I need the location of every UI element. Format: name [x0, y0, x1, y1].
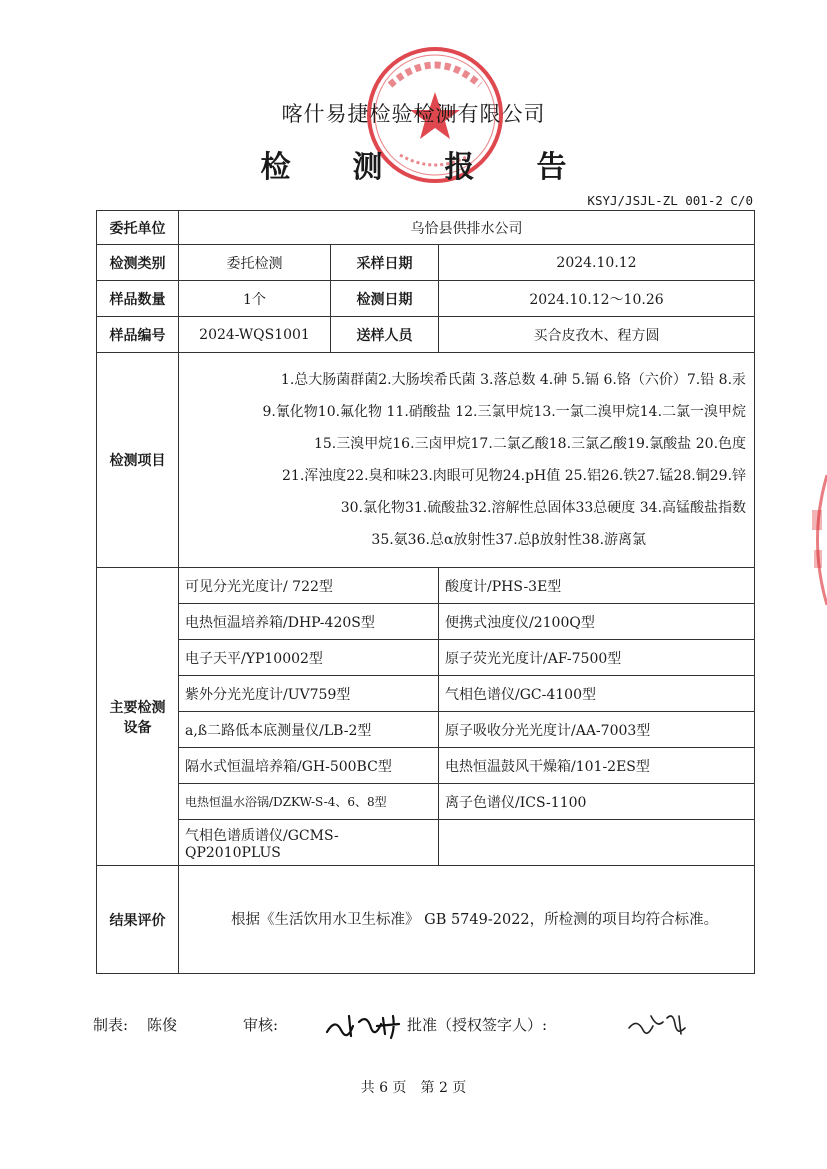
equipment-cell: 便携式浊度仪/2100Q型: [439, 604, 755, 640]
equipment-label-line2: 设备: [123, 719, 152, 736]
test-date-value: 2024.10.12～10.26: [439, 281, 755, 317]
client-label: 委托单位: [97, 211, 179, 245]
test-type-label: 检测类别: [97, 245, 179, 281]
document-code: KSYJ/JSJL-ZL 001-2 C/0: [587, 193, 753, 208]
sample-no-label: 样品编号: [97, 317, 179, 353]
sender-value: 买合皮孜木、程方圆: [439, 317, 755, 353]
equipment-cell: [439, 820, 755, 866]
items-line: 21.浑浊度22.臭和味23.肉眼可见物24.pH值 25.铝26.铁27.锰28.铜29.锌: [282, 468, 747, 484]
review-signature: [323, 1010, 408, 1044]
review-label: 审核:: [243, 1016, 279, 1034]
title-char: 检: [260, 150, 291, 185]
equipment-cell: 酸度计/PHS-3E型: [439, 568, 755, 604]
sampling-date-value: 2024.10.12: [439, 245, 755, 281]
equipment-cell: 气相色谱仪/GC-4100型: [439, 676, 755, 712]
signature-row: [93, 1008, 793, 1048]
items-line: 1.总大肠菌群菌2.大肠埃希氏菌 3.落总数 4.砷 5.镉 6.铬（六价）7.铅 8.汞: [280, 372, 747, 388]
equipment-cell: 紫外分光光度计/UV759型: [179, 676, 439, 712]
equipment-cell: 电热恒温鼓风干燥箱/101-2ES型: [439, 748, 755, 784]
page-current: 第 2 页: [420, 1080, 467, 1096]
prepared-name: 陈俊: [147, 1016, 178, 1034]
report-title: [0, 142, 827, 186]
prepared-label: 制表:: [93, 1016, 129, 1034]
test-date-label: 检测日期: [331, 281, 439, 317]
sampling-date-label: 采样日期: [331, 245, 439, 281]
items-line: 9.氰化物10.氟化物 11.硝酸盐 12.三氯甲烷13.一氯二溴甲烷14.二氯一溴甲烷: [262, 404, 747, 420]
title-char: 告: [536, 150, 567, 185]
result-label: 结果评价: [97, 866, 179, 974]
items-label: 检测项目: [97, 353, 179, 568]
equipment-label: [97, 568, 179, 866]
approve-label: 批准（授权签字人）:: [407, 1016, 548, 1034]
company-name: 喀什易捷检验检测有限公司: [281, 102, 546, 126]
sample-no-value: 2024-WQS1001: [179, 317, 331, 353]
client-value: 乌恰县供排水公司: [179, 211, 755, 245]
edge-seal: [800, 470, 827, 610]
equipment-cell: 原子荧光光度计/AF-7500型: [439, 640, 755, 676]
equipment-cell: 原子吸收分光光度计/AA-7003型: [439, 712, 755, 748]
equipment-cell: 可见分光光度计/ 722型: [179, 568, 439, 604]
equipment-cell: 电热恒温水浴锅/DZKW-S-4、6、8型: [179, 784, 439, 820]
equipment-cell: 隔水式恒温培养箱/GH-500BC型: [179, 748, 439, 784]
title-char: 报: [444, 150, 475, 185]
page-indicator: [0, 1077, 827, 1097]
items-list: [179, 353, 755, 568]
report-table: [96, 210, 755, 974]
equipment-cell: 电子天平/YP10002型: [179, 640, 439, 676]
result-text: 根据《生活饮用水卫生标准》 GB 5749-2022，所检测的项目均符合标准。: [231, 911, 719, 928]
equipment-label-line1: 主要检测: [109, 699, 166, 716]
sample-qty-value: 1个: [179, 281, 331, 317]
equipment-cell: 气相色谱质谱仪/GCMS-QP2010PLUS: [179, 820, 439, 866]
equipment-cell: a,ß二路低本底测量仪/LB-2型: [179, 712, 439, 748]
equipment-cell: 电热恒温培养箱/DHP-420S型: [179, 604, 439, 640]
items-line: 30.氯化物31.硫酸盐32.溶解性总固体33总硬度 34.高锰酸盐指数: [340, 500, 747, 516]
equipment-cell: 离子色谱仪/ICS-1100: [439, 784, 755, 820]
approve-signature: [623, 1008, 693, 1042]
result-text-cell: [179, 866, 755, 974]
sample-qty-label: 样品数量: [97, 281, 179, 317]
sender-label: 送样人员: [331, 317, 439, 353]
title-char: 测: [352, 150, 383, 185]
page-total: 共 6 页: [360, 1080, 407, 1096]
test-type-value: 委托检测: [179, 245, 331, 281]
items-line: 35.氨36.总α放射性37.总β放射性38.游离氯: [371, 532, 647, 548]
items-line: 15.三溴甲烷16.三卤甲烷17.二氯乙酸18.三氯乙酸19.氯酸盐 20.色度: [313, 436, 747, 452]
